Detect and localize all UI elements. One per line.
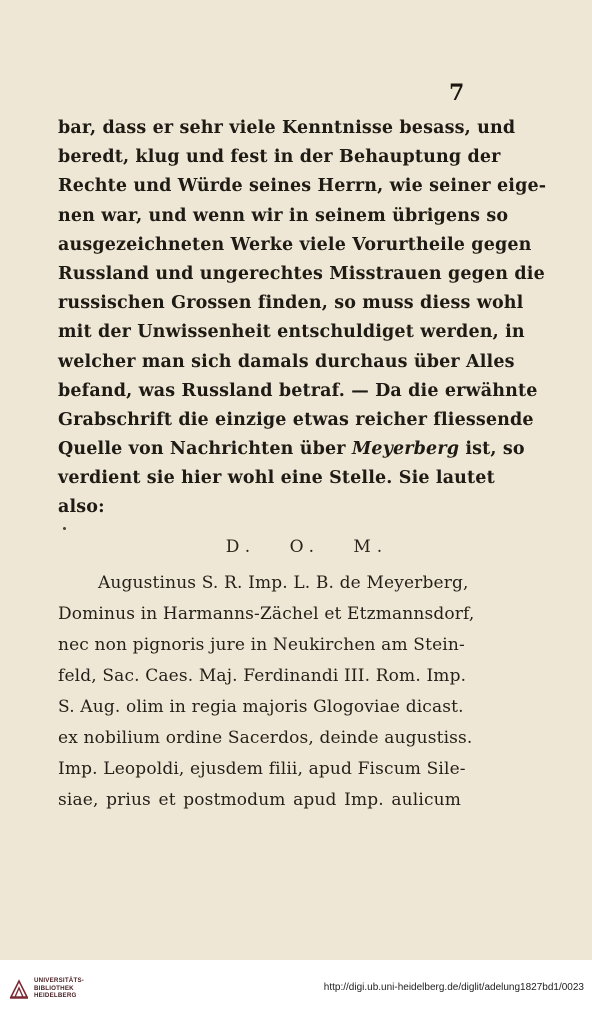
- latin-line: Augustinus S. R. Imp. L. B. de Meyerberg,: [98, 573, 469, 593]
- text-line: welcher man sich damals durchaus über Alles: [58, 351, 515, 372]
- text-line: mit der Unwissenheit entschuldiget werden, in: [58, 322, 525, 343]
- german-text-block: [58, 114, 547, 523]
- text-line: russischen Grossen finden, so muss diess wohl: [58, 293, 524, 314]
- latin-line: S. Aug. olim in regia majoris Glogoviae dicast.: [58, 697, 464, 717]
- stray-mark: [63, 527, 66, 530]
- text-line: befand, was Russland betraf. — Da die erwähnte: [58, 380, 538, 401]
- text-fragment: ist, so: [459, 439, 525, 460]
- text-line: also:: [58, 497, 105, 518]
- library-name-line: BIBLIOTHEK: [34, 984, 74, 992]
- italic-name: Meyerberg: [351, 439, 460, 460]
- latin-line: nec non pignoris jure in Neukirchen am Stein-: [58, 635, 465, 655]
- latin-line: Imp. Leopoldi, ejusdem filii, apud Fiscum Sile-: [58, 759, 466, 779]
- latin-line: ex nobilium ordine Sacerdos, deinde augustiss.: [58, 728, 473, 748]
- text-line: ausgezeichneten Werke viele Vorurtheile gegen: [58, 234, 532, 255]
- latin-line: Dominus in Harmanns-Zächel et Etzmannsdorf,: [58, 604, 475, 624]
- source-url-link[interactable]: http://digi.ub.uni-heidelberg.de/diglit/adelung1827bd1/0023: [323, 982, 584, 993]
- latin-line: siae, prius et postmodum apud Imp. aulicum: [58, 790, 461, 810]
- text-line: Russland und ungerechtes Misstrauen gegen die: [58, 263, 545, 284]
- page-number: 7: [449, 80, 465, 106]
- text-fragment: Quelle von Nachrichten über: [58, 439, 352, 460]
- text-line: Grabschrift die einzige etwas reicher fliessende: [58, 409, 534, 430]
- inscription-heading: [0, 537, 592, 557]
- latin-line: feld, Sac. Caes. Maj. Ferdinandi III. Rom. Imp.: [58, 666, 467, 686]
- text-line: nen war, und wenn wir in seinem übrigens so: [58, 205, 509, 226]
- text-line: bar, dass er sehr viele Kenntnisse besass, und: [58, 118, 516, 138]
- heading-letter: D.: [225, 537, 257, 557]
- text-line: Rechte und Würde seines Herrn, wie seiner eige-: [58, 176, 547, 197]
- heading-letter: M.: [353, 537, 389, 557]
- heading-letter: O.: [289, 537, 320, 557]
- text-line: verdient sie hier wohl eine Stelle. Sie lautet: [58, 468, 495, 489]
- text-line-with-name: [58, 435, 525, 464]
- footer-bar: [0, 960, 592, 1017]
- library-name: [34, 977, 84, 1000]
- library-name-line: HEIDELBERG: [34, 992, 77, 999]
- university-seal-icon: [8, 978, 30, 1000]
- latin-inscription: [58, 568, 475, 816]
- library-name-line: UNIVERSITÄTS-: [34, 977, 85, 984]
- text-line: beredt, klug und fest in der Behauptung der: [58, 147, 501, 168]
